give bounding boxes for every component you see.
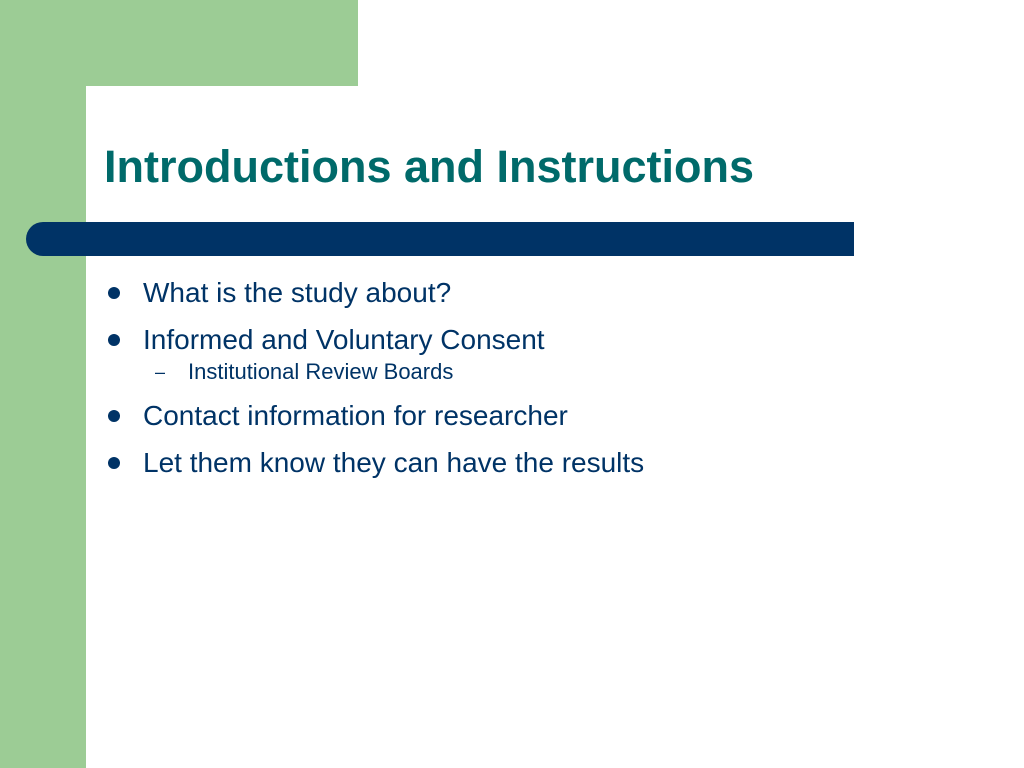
sub-list-item-text: Institutional Review Boards — [188, 359, 454, 384]
list-item — [104, 272, 644, 314]
bullet-icon — [108, 410, 120, 422]
green-side-band — [0, 0, 86, 768]
list-item — [104, 442, 644, 484]
slide-title: Introductions and Instructions — [104, 141, 754, 192]
sub-list-item — [104, 357, 644, 387]
title-underline-bar — [26, 222, 854, 256]
bullet-icon — [108, 457, 120, 469]
bullet-icon — [108, 334, 120, 346]
bullet-list — [104, 272, 644, 489]
green-top-band — [0, 0, 358, 86]
list-item-text: Let them know they can have the results — [143, 447, 645, 478]
dash-icon: – — [155, 362, 166, 382]
list-item — [104, 395, 644, 437]
list-item — [104, 319, 644, 361]
list-item-text: Informed and Voluntary Consent — [143, 324, 545, 355]
list-item-text: Contact information for researcher — [143, 400, 568, 431]
list-item-text: What is the study about? — [143, 277, 452, 308]
bullet-icon — [108, 287, 120, 299]
